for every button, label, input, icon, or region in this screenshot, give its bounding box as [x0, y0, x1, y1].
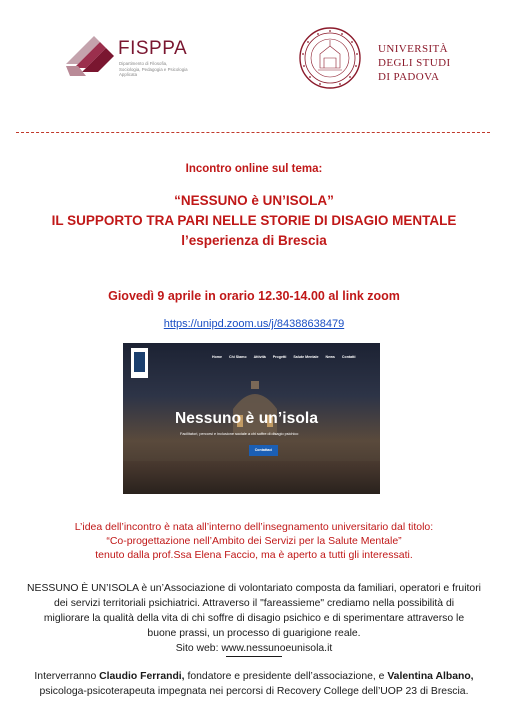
intro-label: Incontro online sul tema: [185, 163, 323, 175]
speakers-line2: psicologa-psicoterapeuta impegnata nei percorsi di Recovery College dell’UOP 23 di Brescia. [39, 686, 469, 697]
event-title-line3: l’esperienza di Brescia [181, 233, 327, 248]
event-title-line1: “NESSUNO è UN’ISOLA” [174, 193, 334, 208]
university-seal-icon [298, 26, 362, 90]
association-line3: migliorare la qualità della vita di chi soffre di disagio psichico e di sperimentare attraverso le [43, 613, 465, 624]
event-title-line2: IL SUPPORTO TRA PARI NELLE STORIE DI DISAGIO MENTALE [51, 213, 457, 228]
website-preview [123, 343, 380, 494]
speaker-name-1: Claudio Ferrandi, [99, 671, 185, 682]
website-nav-item: Salute Mentale [293, 355, 319, 359]
website-nav-item: News [325, 355, 335, 359]
website-nav-item: Home [212, 355, 222, 359]
fisppa-logo-mark-icon [64, 34, 122, 78]
idea-line1: L’idea dell’incontro è nata all’interno dell’insegnamento universitario dal titolo: [74, 521, 434, 533]
section-divider [226, 656, 282, 657]
university-name-line1: UNIVERSITÀ [378, 43, 448, 55]
website-logo-icon [131, 348, 148, 378]
idea-line2: “Co-progettazione nell’Ambito dei Servizi per la Salute Mentale” [106, 535, 402, 547]
website-hero-subtitle: Facilitatori, percorsi e inclusione sociale a chi soffre di disagio psichico [180, 432, 299, 436]
idea-line3: tenuto dalla prof.Ssa Elena Faccio, ma è aperto a tutti gli interessati. [95, 549, 413, 561]
website-hero-title: Nessuno è un’isola [175, 410, 319, 427]
event-datetime: Giovedì 9 aprile in orario 12.30-14.00 al link zoom [108, 289, 400, 303]
university-name-line2: DEGLI STUDI [378, 57, 451, 69]
website-contact-button: Contattaci [249, 445, 278, 456]
speakers-middle: fondatore e presidente dell’associazione, e [184, 671, 388, 682]
website-nav-item: Contatti [341, 355, 356, 359]
website-nav-item: Progetti [272, 355, 287, 359]
fisppa-subtitle: Dipartimento di Filosofia, Sociologia, Pedagogia e Psicologia Applicata [119, 61, 188, 77]
header-divider [16, 132, 490, 133]
university-name [378, 42, 451, 84]
association-line1: NESSUNO È UN’ISOLA è un’Associazione di volontariato composta da familiari, operatori e fruitori [27, 583, 481, 594]
website-plaza-image [123, 461, 380, 494]
association-line4: buone prassi, un processo di guarigione reale. [147, 628, 361, 639]
fisppa-logo [64, 30, 188, 80]
fisppa-name: FISPPA [118, 38, 188, 59]
association-website[interactable]: Sito web: www.nessunoeunisola.it [175, 643, 333, 654]
zoom-link[interactable]: https://unipd.zoom.us/j/84388638479 [163, 318, 345, 330]
website-nav-item: Chi Siamo [229, 355, 247, 359]
speakers-prefix: Interverranno [34, 671, 100, 682]
speaker-name-2: Valentina Albano, [387, 671, 474, 682]
website-nav [212, 355, 355, 359]
speakers-line1 [0, 669, 508, 684]
association-line2: dei servizi territoriali psichiatrici. Attraverso il "fareassieme" crediamo nella possibilità di [53, 598, 455, 609]
website-nav-item: Attività [253, 355, 266, 359]
university-name-line3: DI PADOVA [378, 71, 440, 83]
